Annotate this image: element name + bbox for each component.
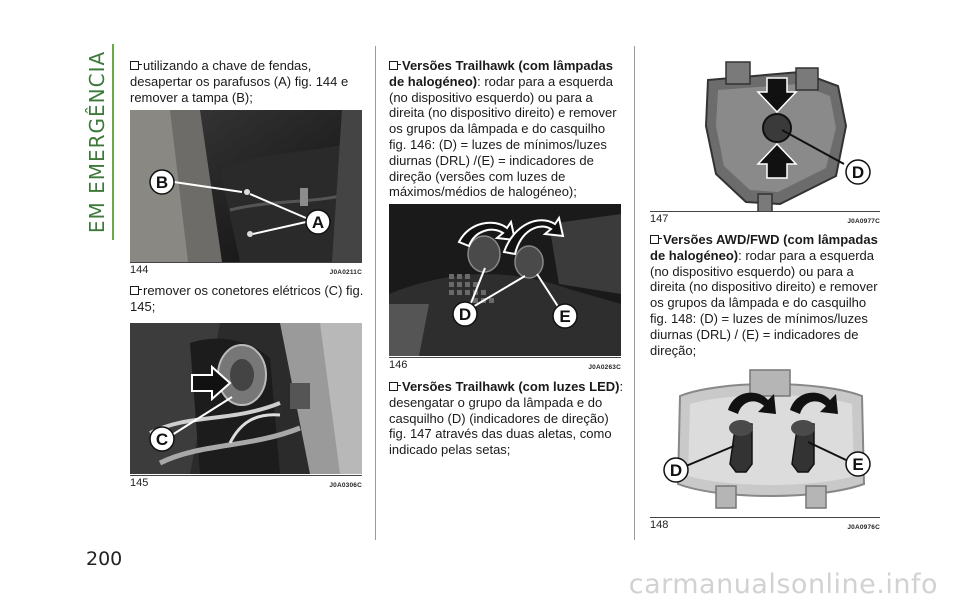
- figure-label: E: [559, 307, 571, 326]
- column-divider: [375, 46, 376, 540]
- figure-number: 148: [650, 519, 669, 531]
- col1-step1: utilizando a chave de fendas, desapertar os parafusos (A) fig. 144 e remover a tampa (B);: [130, 58, 349, 105]
- page-number: 200: [86, 548, 123, 570]
- figure-147: [650, 56, 880, 211]
- col2-step2: Versões Trailhawk (com luzes LED): desengatar o grupo da lâmpada e do casquilho (D) (indicadores de direção) fig. 147 através das duas aletas, como indicado pelas setas;: [389, 379, 624, 458]
- figure-label: E: [852, 455, 864, 474]
- figure-number: 147: [650, 213, 669, 225]
- step-bullet-icon: [130, 61, 139, 70]
- figure-code: J0A0977C: [847, 218, 880, 225]
- section-tab-rule: [112, 44, 114, 240]
- step-bullet-icon: [650, 235, 659, 244]
- figure-label: B: [155, 173, 169, 192]
- section-tab-label: EM EMERGÊNCIA: [85, 50, 110, 234]
- figure-144: [130, 110, 362, 262]
- figure-145-caption: [130, 475, 362, 489]
- figure-146-caption: [389, 357, 621, 371]
- step-bullet-icon: [130, 286, 139, 295]
- figure-code: J0A0263C: [588, 364, 621, 371]
- col2-step1: Versões Trailhawk (com lâmpadas de halogéneo): rodar para a esquerda (no dispositivo esquerdo) ou para a direita (no dispositivo direito) e remover os grupos da lâmpada e do casquilho fig. 146: (D) = luzes de mínimos/luzes diurnas (DRL) /(E) = indicadores de direção (versões com luzes de máximos/médios de halogéneo);: [389, 58, 617, 200]
- figure-code: J0A0211C: [329, 269, 362, 276]
- step-bullet-icon: [389, 61, 398, 70]
- step-bullet-icon: [389, 382, 398, 391]
- figure-144-caption: [130, 262, 362, 276]
- figure-145: [130, 323, 362, 474]
- figure-number: 144: [130, 264, 149, 276]
- figure-label: D: [669, 461, 683, 480]
- section-tab: [80, 44, 114, 240]
- figure-number: 145: [130, 477, 149, 489]
- watermark: carmanualsonline.info: [628, 569, 938, 600]
- figure-label: C: [155, 430, 169, 449]
- figure-code: J0A0976C: [847, 524, 880, 531]
- figure-148-caption: [650, 517, 880, 531]
- col1-step2: remover os conetores elétricos (C) fig. 145;: [130, 283, 364, 314]
- figure-number: 146: [389, 359, 408, 371]
- figure-label: D: [851, 163, 865, 182]
- col3-step: Versões AWD/FWD (com lâmpadas de halogéneo): rodar para a esquerda (no dispositivo esquerdo) ou para a direita (no dispositivo direito) e remover os grupos da lâmpada e do casquilho fig. 148: (D) = luzes de mínimos/luzes diurnas (DRL) / (E) = indicadores de direção;: [650, 232, 878, 358]
- figure-147-caption: [650, 211, 880, 225]
- column-divider: [634, 46, 635, 540]
- figure-146: [389, 204, 621, 356]
- figure-label: A: [311, 213, 325, 232]
- figure-code: J0A0306C: [329, 482, 362, 489]
- figure-148: [650, 366, 880, 516]
- figure-label: D: [458, 305, 472, 324]
